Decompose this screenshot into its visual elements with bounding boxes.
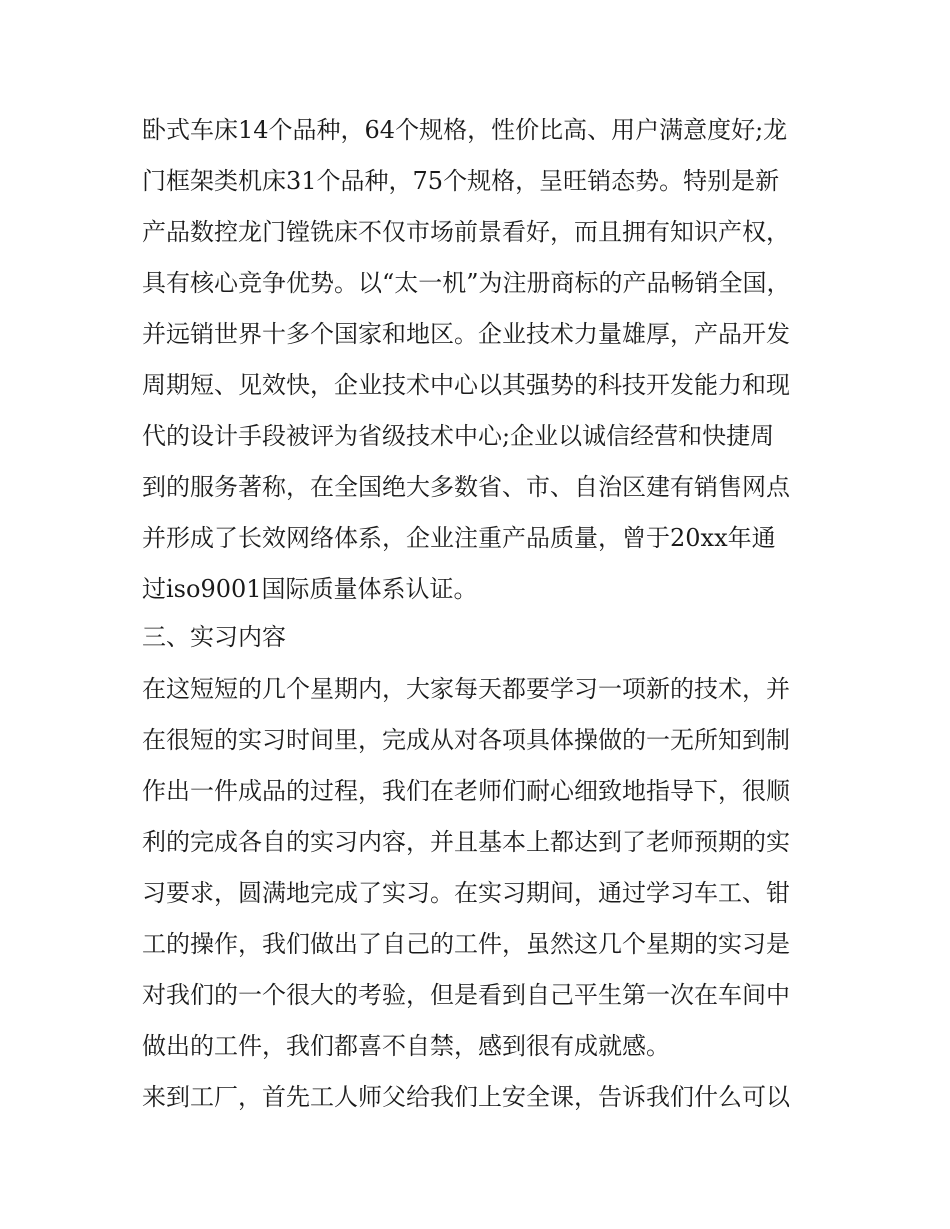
text-line-6: 周期短、见效快，企业技术中心以其强势的科技开发能力和现: [142, 371, 790, 399]
text-line-10: 过iso9001国际质量体系认证。: [142, 575, 478, 603]
text-line-8: 到的服务著称，在全国绝大多数省、市、自治区建有销售网点: [142, 473, 790, 501]
text-line-16: 习要求，圆满地完成了实习。在实习期间，通过学习车工、钳: [142, 879, 790, 907]
section-heading: 三、实习内容: [142, 623, 286, 651]
text-line-17: 工的操作，我们做出了自己的工件，虽然这几个星期的实习是: [142, 930, 790, 958]
text-line-12: 在这短短的几个星期内，大家每天都要学习一项新的技术，并: [142, 675, 790, 703]
text-line-18: 对我们的一个很大的考验，但是看到自己平生第一次在车间中: [142, 981, 790, 1009]
text-line-5: 并远销世界十多个国家和地区。企业技术力量雄厚，产品开发: [142, 320, 790, 348]
text-line-20: 来到工厂，首先工人师父给我们上安全课，告诉我们什么可以: [142, 1083, 790, 1111]
text-line-19: 做出的工件，我们都喜不自禁，感到很有成就感。: [142, 1032, 670, 1060]
text-line-14: 作出一件成品的过程，我们在老师们耐心细致地指导下，很顺: [142, 777, 790, 805]
text-line-15: 利的完成各自的实习内容，并且基本上都达到了老师预期的实: [142, 828, 790, 856]
text-line-7: 代的设计手段被评为省级技术中心;企业以诚信经营和快捷周: [142, 422, 775, 450]
text-line-2: 门框架类机床31个品种，75个规格，呈旺销态势。特别是新: [142, 167, 780, 195]
text-line-4: 具有核心竞争优势。以“太一机”为注册商标的产品畅销全国，: [142, 269, 791, 297]
text-line-3: 产品数控龙门镗铣床不仅市场前景看好，而且拥有知识产权，: [142, 218, 790, 246]
text-line-1: 卧式车床14个品种，64个规格，性价比高、用户满意度好;龙: [142, 116, 788, 144]
text-line-13: 在很短的实习时间里，完成从对各项具体操做的一无所知到制: [142, 726, 790, 754]
text-line-9: 并形成了长效网络体系，企业注重产品质量，曾于20xx年通: [142, 524, 776, 552]
